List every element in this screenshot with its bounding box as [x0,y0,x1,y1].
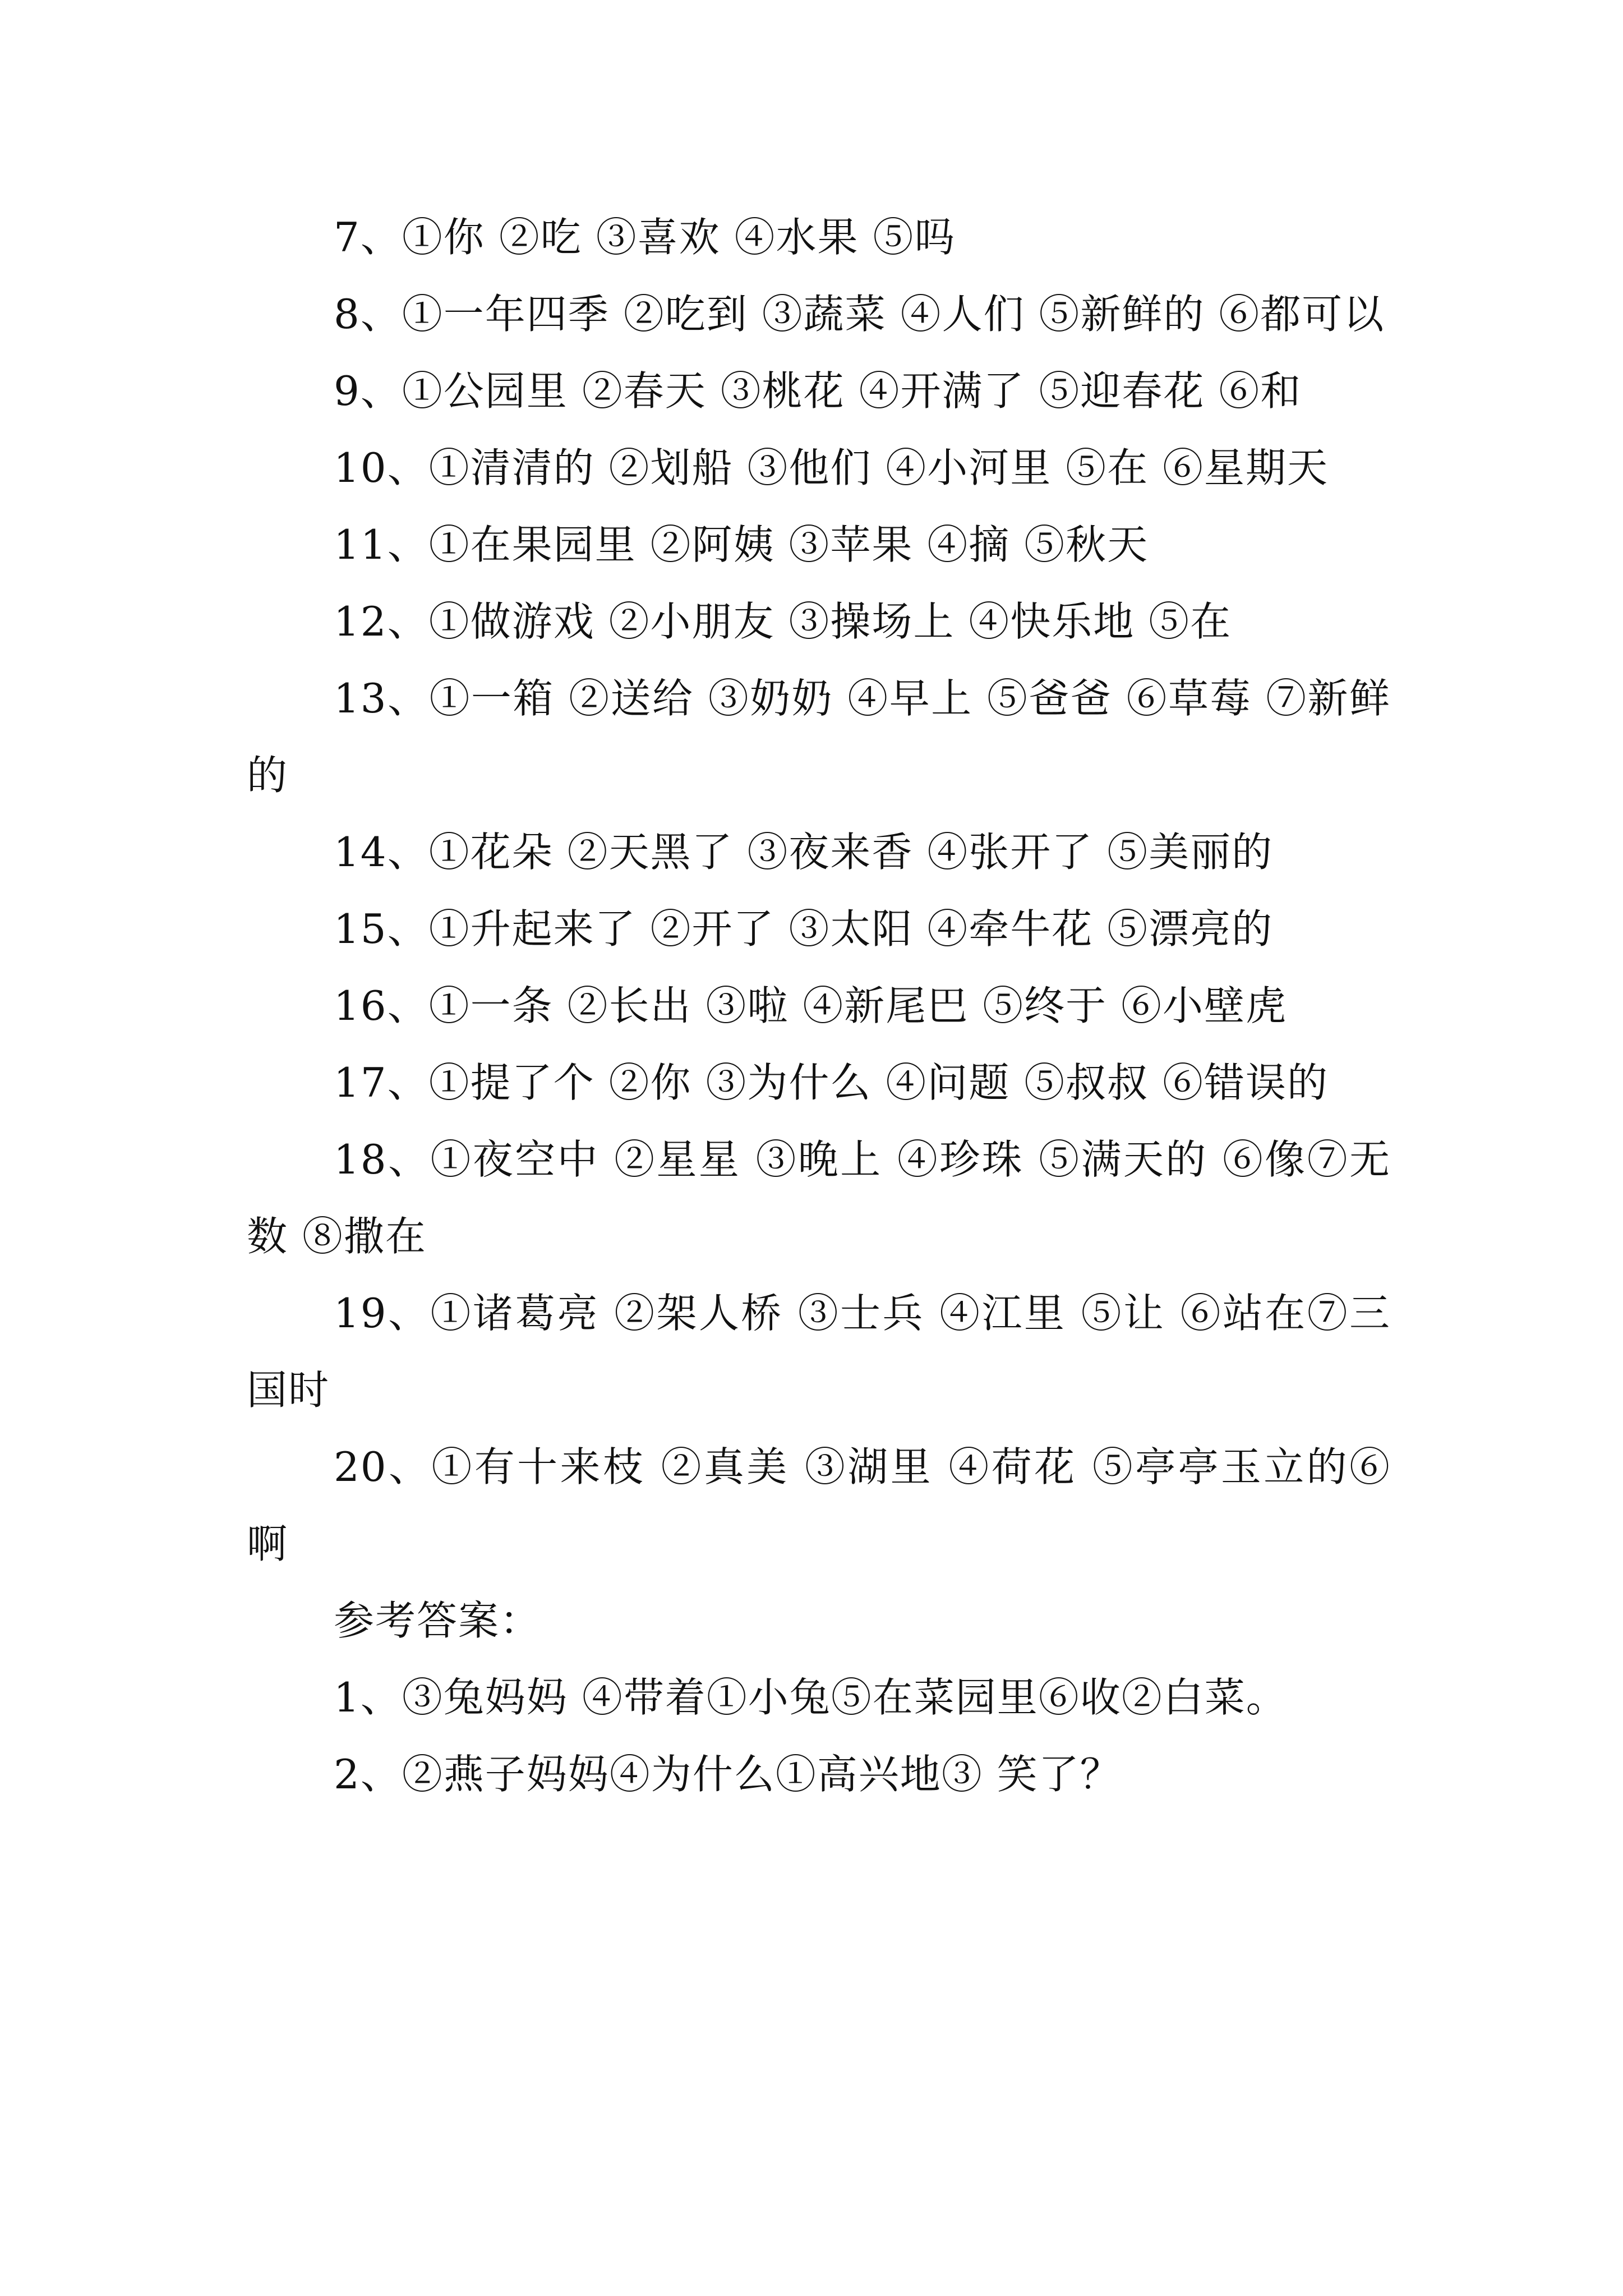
exercise-item-19: 19、①诸葛亮 ②架人桥 ③士兵 ④江里 ⑤让 ⑥站在⑦三国时 [247,1290,1391,1414]
exercise-item-17: 17、①提了个 ②你 ③为什么 ④问题 ⑤叔叔 ⑥错误的 [334,1059,1329,1106]
answer-key-heading: 参考答案： [334,1597,542,1644]
exercise-item-13: 13、①一箱 ②送给 ③奶奶 ④早上 ⑤爸爸 ⑥草莓 ⑦新鲜的 [247,675,1391,799]
exercise-item-12: 12、①做游戏 ②小朋友 ③操场上 ④快乐地 ⑤在 [334,598,1232,645]
exercise-item-15: 15、①升起来了 ②开了 ③太阳 ④牵牛花 ⑤漂亮的 [334,905,1274,953]
exercise-item-11: 11、①在果园里 ②阿姨 ③苹果 ④摘 ⑤秋天 [334,521,1149,568]
exercise-item-9: 9、①公园里 ②春天 ③桃花 ④开满了 ⑤迎春花 ⑥和 [334,367,1302,415]
exercise-item-16: 16、①一条 ②长出 ③啦 ④新尾巴 ⑤终于 ⑥小壁虎 [334,982,1288,1029]
exercise-item-18: 18、①夜空中 ②星星 ③晚上 ④珍珠 ⑤满天的 ⑥像⑦无数 ⑧撒在 [247,1136,1391,1260]
exercise-item-8: 8、①一年四季 ②吃到 ③蔬菜 ④人们 ⑤新鲜的 ⑥都可以 [334,291,1385,338]
answer-item-1: 1、③兔妈妈 ④带着①小兔⑤在菜园里⑥收②白菜。 [334,1674,1288,1721]
document-body [247,199,1391,1813]
exercise-item-10: 10、①清清的 ②划船 ③他们 ④小河里 ⑤在 ⑥星期天 [334,444,1329,491]
answer-item-2: 2、②燕子妈妈④为什么①高兴地③ 笑了？ [334,1751,1122,1798]
exercise-item-14: 14、①花朵 ②天黑了 ③夜来香 ④张开了 ⑤美丽的 [334,829,1274,876]
exercise-item-20: 20、①有十来枝 ②真美 ③湖里 ④荷花 ⑤亭亭玉立的⑥啊 [247,1443,1391,1567]
exercise-item-7: 7、①你 ②吃 ③喜欢 ④水果 ⑤吗 [334,214,956,261]
